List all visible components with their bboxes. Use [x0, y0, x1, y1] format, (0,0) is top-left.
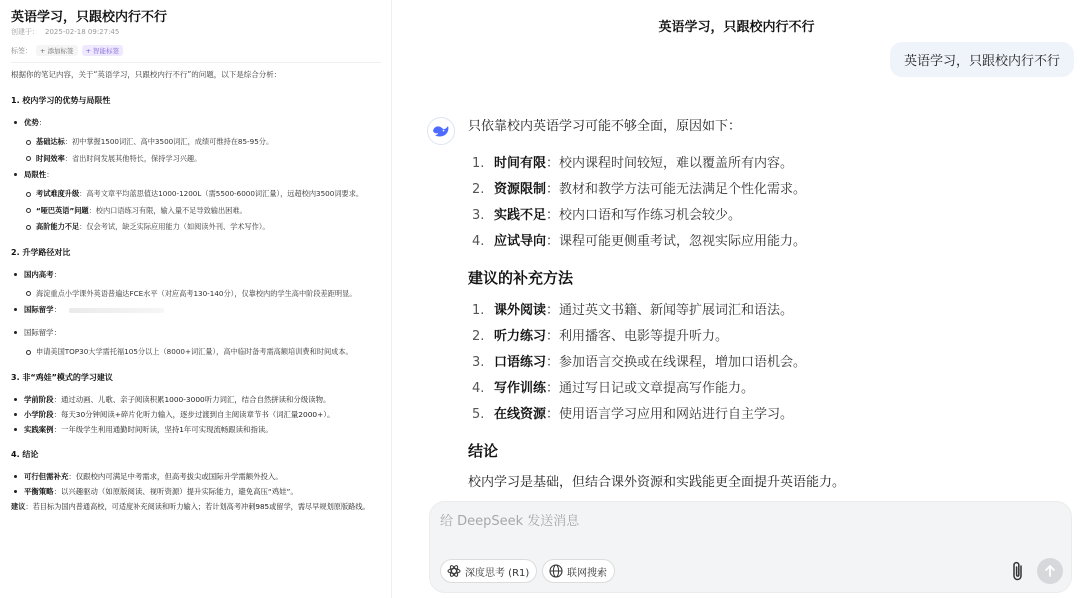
divider — [11, 62, 381, 63]
colon: ： — [53, 269, 61, 279]
list-item-text: ：校内课程时间较短，难以覆盖所有内容。 — [546, 156, 794, 171]
tags-label: 标签： — [11, 46, 32, 55]
list-number: 4. — [472, 381, 485, 396]
list-item-text: ：参加语言交换或在线课程，增加口语机会。 — [546, 355, 807, 370]
deep-think-label: 深度思考 (R1) — [465, 567, 530, 579]
blurred-content — [69, 308, 164, 313]
web-search-label: 联网搜索 — [567, 567, 607, 579]
list-item-text: ：通过写日记或文章提高写作能力。 — [546, 381, 755, 396]
assistant-answer — [468, 117, 1068, 490]
note-meta — [11, 27, 381, 37]
sub-bullet-text: ：省出时间发展其他特长，保持学习兴趣。 — [64, 153, 202, 163]
bullet-text: ：每天30分钟阅读+碎片化听力输入，逐步过渡到自主阅读章节书（词汇量2000+）。 — [53, 409, 335, 419]
bullet-text: ：一年级学生利用通勤时间听读，坚持1年可实现流畅跟读和指读。 — [53, 424, 273, 434]
list-number: 2. — [472, 329, 485, 344]
list-number: 1. — [472, 156, 485, 171]
suggestion — [11, 501, 381, 513]
bullet-group — [11, 304, 381, 315]
globe-icon — [549, 564, 563, 578]
list-number: 2. — [472, 182, 485, 197]
suggestion-label: 建议 — [11, 501, 26, 511]
note-panel — [0, 0, 392, 598]
sub-bullet-text: ：高考文章平均蓝思值达1000-1200L（需5500-6000词汇量），远超校内3500词要求。 — [79, 189, 364, 198]
list-item-label: 应试导向 — [494, 234, 547, 249]
list-item — [472, 229, 1068, 255]
sub-bullet — [11, 288, 381, 300]
created-value: 2025-02-18 09:27:45 — [45, 28, 120, 36]
bullet-label: 局限性 — [24, 170, 47, 179]
list-item — [472, 298, 1068, 324]
list-item — [472, 402, 1068, 428]
list-item-label: 在线资源 — [494, 407, 547, 422]
colon: ： — [53, 305, 61, 314]
bullet-item — [11, 409, 381, 420]
sub-bullet — [11, 136, 381, 148]
sub-bullet-label: 高阶能力不足 — [36, 222, 80, 231]
sub-bullet-text: 申请美国TOP30大学需托福105分以上（8000+词汇量），高中临时备考需高额培训费和时间成本。 — [36, 347, 353, 356]
list-item — [472, 151, 1068, 177]
bullet-label: 小学阶段 — [24, 409, 54, 419]
reasons-list — [472, 151, 1068, 255]
list-item — [472, 324, 1068, 350]
sub-bullet-label: “哑巴英语”问题 — [36, 205, 89, 215]
note-intro: 根据你的笔记内容，关于“英语学习，只跟校内行不行”的问题，以下是综合分析： — [11, 70, 282, 79]
list-item — [472, 203, 1068, 229]
list-item-text: ：校内口语和写作练习机会较少。 — [546, 208, 742, 223]
list-number: 3. — [472, 355, 485, 370]
list-item-label: 口语练习 — [494, 355, 547, 370]
smart-tag-button[interactable]: + 智能标签 — [82, 45, 124, 56]
bullet-text: ：以兴趣驱动（如原版阅读、视听资源）提升实际能力，避免高压“鸡娃”。 — [53, 486, 298, 496]
paperclip-glyph — [1011, 560, 1025, 582]
suggestion-text: ：若目标为国内普通高校，可适度补充阅读和听力输入；若计划高考冲刺985或留学，需尽早规划原版路线。 — [25, 501, 370, 511]
bullet-item — [11, 486, 381, 497]
sub-bullet-text: ：初中掌握1500词汇、高中3500词汇，成绩可维持在85-95分。 — [64, 137, 274, 146]
sub-bullet — [11, 221, 381, 233]
section-heading: 3. 非“鸡娃”模式的学习建议 — [11, 372, 113, 382]
bullet-label: 国际留学 — [24, 305, 54, 314]
message-composer — [429, 501, 1072, 593]
sub-bullet — [11, 188, 381, 200]
bullet-item — [11, 394, 381, 405]
bullet-label: 可行但需补充 — [24, 471, 69, 481]
section-heading: 4. 结论 — [11, 449, 39, 459]
bullet-group — [11, 269, 381, 280]
bullet-text: ：通过动画、儿歌、亲子阅读积累1000-3000听力词汇，结合自然拼读和分级读物。 — [53, 394, 331, 404]
bullet-item — [11, 471, 381, 482]
message-input[interactable] — [440, 514, 960, 529]
arrow-up-icon — [1043, 564, 1057, 578]
bullet-label: 学前阶段 — [24, 394, 54, 404]
bullet-group — [11, 169, 381, 180]
bullet-group — [11, 117, 381, 128]
list-number: 1. — [472, 303, 485, 318]
methods-list — [472, 298, 1068, 428]
bullet-label: 优势 — [24, 118, 39, 127]
list-item-text: ：课程可能更侧重考试，忽视实际应用能力。 — [546, 234, 807, 249]
list-item-label: 写作训练 — [494, 381, 547, 396]
sub-bullet — [11, 153, 381, 165]
user-message-bubble: 英语学习，只跟校内行不行 — [890, 42, 1074, 77]
bullet-group — [11, 327, 381, 338]
tag-row — [11, 45, 381, 56]
methods-heading: 建议的补充方法 — [468, 269, 574, 287]
list-item-label: 课外阅读 — [494, 303, 547, 318]
deepseek-whale-icon — [427, 117, 455, 145]
bullet-label: 国际留学 — [24, 328, 54, 337]
list-item — [472, 376, 1068, 402]
bullet-label: 国内高考 — [24, 269, 54, 279]
send-button[interactable] — [1037, 558, 1063, 584]
list-item-text: ：利用播客、电影等提升听力。 — [546, 329, 729, 344]
deep-think-button[interactable] — [440, 559, 537, 583]
sub-bullet-text: ：仅会考试，缺乏实际应用能力（如阅读外刊、学术写作）。 — [79, 222, 270, 231]
sub-bullet-label: 时间效率 — [36, 153, 65, 163]
chat-panel — [393, 0, 1080, 598]
web-search-button[interactable] — [542, 559, 615, 583]
list-number: 5. — [472, 407, 485, 422]
sub-bullet — [11, 205, 381, 217]
sub-bullet-text: ：校内口语练习有限，输入量不足导致输出困难。 — [88, 205, 247, 215]
whale-glyph — [432, 124, 450, 138]
list-number: 4. — [472, 234, 485, 249]
note-title: 英语学习，只跟校内行不行 — [11, 10, 168, 25]
list-item — [472, 350, 1068, 376]
answer-lead: 只依靠校内英语学习可能不够全面，原因如下： — [468, 119, 742, 134]
list-item-text: ：教材和教学方法可能无法满足个性化需求。 — [546, 182, 807, 197]
sub-bullet-text: 海淀重点小学课外英语普遍达FCE水平（对应高考130-140分），仅靠校内的学生高中阶段差距明显。 — [36, 288, 357, 298]
list-number: 3. — [472, 208, 485, 223]
list-item-label: 听力练习 — [494, 329, 547, 344]
conclusion-heading: 结论 — [468, 442, 499, 460]
list-item — [472, 177, 1068, 203]
list-item-label: 实践不足 — [494, 208, 547, 223]
sub-bullet — [11, 346, 381, 358]
list-item-text: ：使用语言学习应用和网站进行自主学习。 — [546, 407, 794, 422]
list-item-text: ：通过英文书籍、新闻等扩展词汇和语法。 — [546, 303, 794, 318]
chat-title: 英语学习，只跟校内行不行 — [658, 20, 815, 35]
colon: ： — [46, 170, 54, 179]
colon: ： — [38, 118, 47, 127]
colon: ： — [53, 328, 61, 337]
list-item-label: 资源限制 — [494, 182, 547, 197]
list-item-label: 时间有限 — [494, 156, 547, 171]
section-heading: 2. 升学路径对比 — [11, 247, 71, 257]
created-label: 创建于： — [11, 28, 39, 36]
atom-icon — [447, 564, 461, 578]
section-heading: 1. 校内学习的优势与局限性 — [11, 96, 111, 105]
bullet-label: 平衡策略 — [24, 486, 54, 496]
bullet-label: 实践案例 — [24, 424, 54, 434]
conclusion-text: 校内学习是基础，但结合课外资源和实践能更全面提升英语能力。 — [468, 475, 846, 490]
bullet-text: ：仅跟校内可满足中考需求，但高考拔尖或国际升学需额外投入。 — [68, 471, 283, 481]
add-tag-button[interactable]: + 添加标签 — [36, 45, 78, 56]
paperclip-icon[interactable] — [1011, 560, 1025, 586]
sub-bullet-label: 基础达标 — [36, 137, 65, 146]
sub-bullet-label: 考试难度升级 — [36, 189, 80, 198]
bullet-item — [11, 424, 381, 435]
